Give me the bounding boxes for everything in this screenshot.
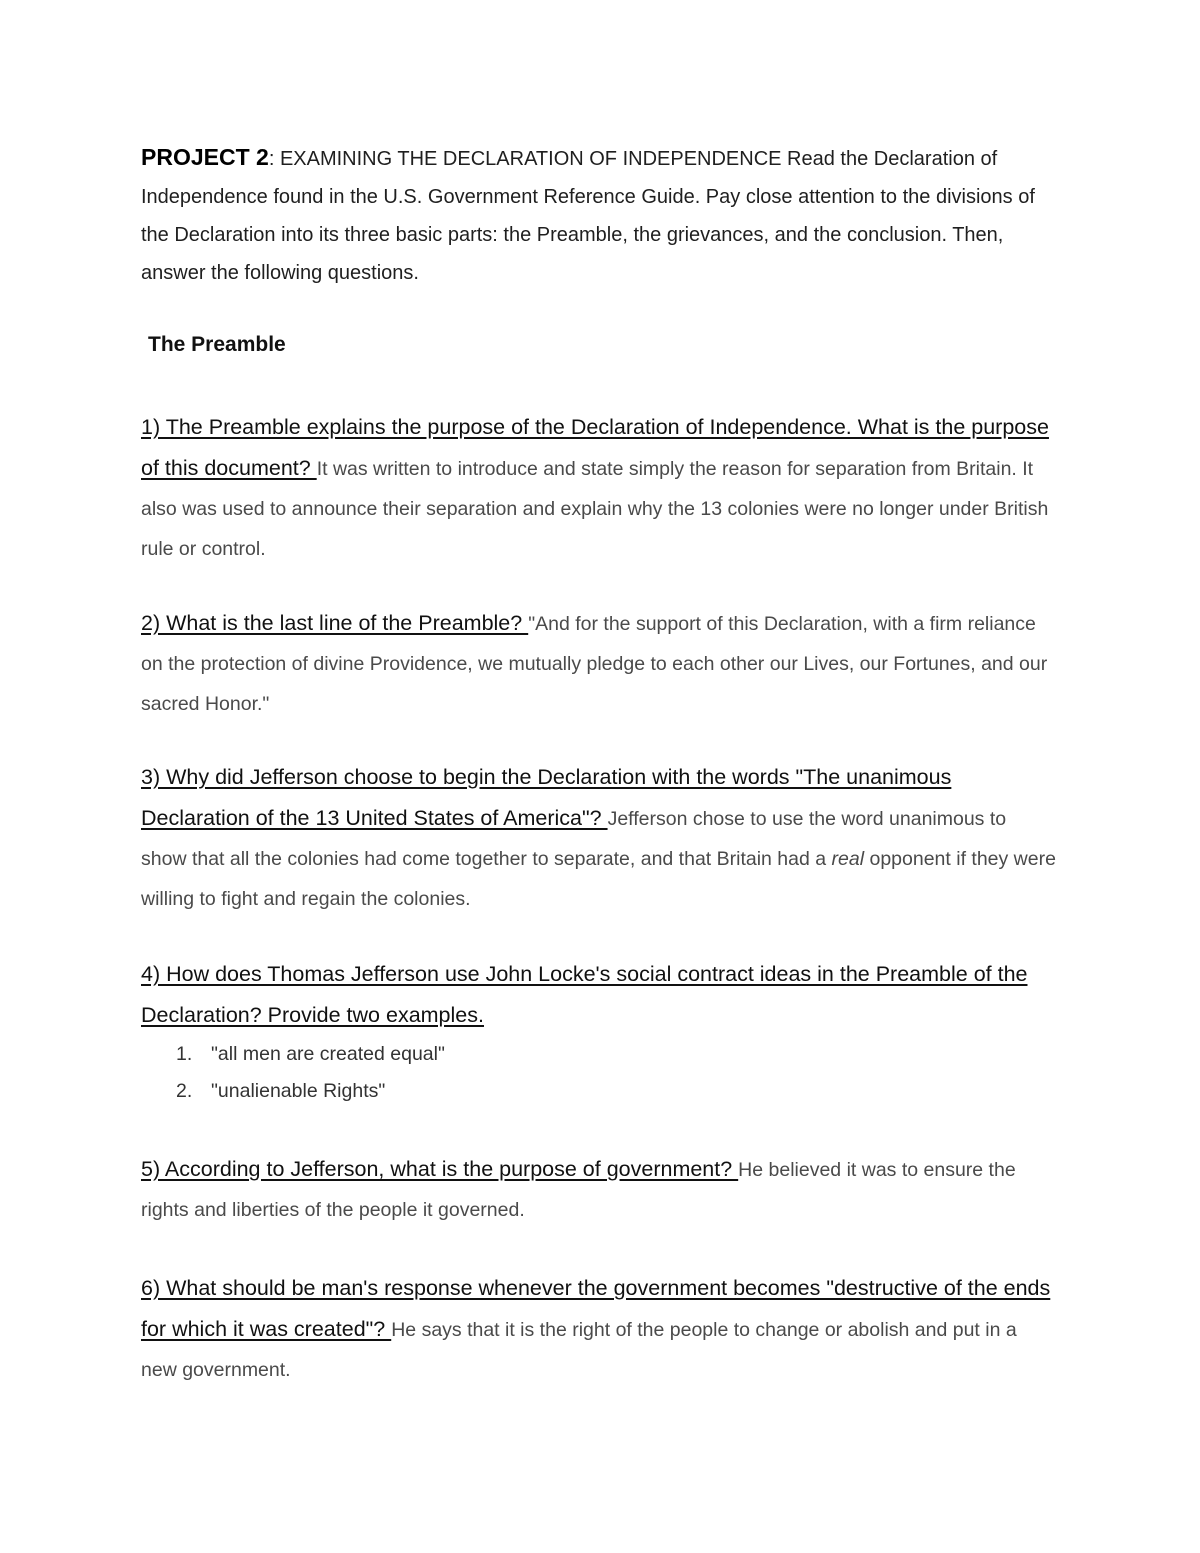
answer-6-text: He says that it is the right of the people to change or abolish and put in a new government. [141,1319,1017,1381]
intro-text: : EXAMINING THE DECLARATION OF INDEPENDENCE Read the Declaration of Independence found in the U.S. Government Reference Guide. Pay close attention to the divisions of the Declaration into its three basic parts: the Preamble, the grievances, and the conclusion. Then, answer the following questions. [141,148,1035,284]
intro-paragraph [141,138,1056,292]
answer-2-text: "And for the support of this Declaration, with a firm reliance on the protection of divine Providence, we mutually pledge to each other our Lives, our Fortunes, and our sacred Honor." [141,613,1048,715]
question-2 [141,604,1056,725]
question-6-text: 6) What should be man's response whenever the government becomes "destructive of the ends for which it was created"? [141,1276,1051,1341]
examples-list [141,1036,445,1110]
answer-3-text-end: opponent if they were willing to fight and regain the colonies. [141,848,1056,910]
question-1 [141,408,1056,570]
answer-1-text: It was written to introduce and state simply the reason for separation from Britain. It also was used to announce their separation and explain why the 13 colonies were no longer under British rule or control. [141,458,1049,560]
section-title: The Preamble [148,333,286,356]
question-5-text: 5) According to Jefferson, what is the purpose of government? [141,1157,739,1181]
question-4-text: 4) How does Thomas Jefferson use John Locke's social contract ideas in the Preamble of the Declaration? Provide two examples. [141,962,1028,1027]
question-1-text: 1) The Preamble explains the purpose of the Declaration of Independence. What is the purpose of this document? [141,415,1049,480]
list-item: 2. "unalienable Rights" [176,1080,386,1102]
question-5 [141,1150,1056,1231]
document-page [141,138,1056,1381]
question-3 [141,758,1056,920]
question-3-text: 3) Why did Jefferson choose to begin the Declaration with the words "The unanimous Declaration of the 13 United States of America"? [141,765,952,830]
question-2-text: 2) What is the last line of the Preamble? [141,611,529,635]
answer-5-text: He believed it was to ensure the rights and liberties of the people it governed. [141,1159,1016,1221]
question-6 [141,1269,1056,1391]
project-label: PROJECT 2 [141,144,269,170]
question-4 [141,955,1056,1037]
answer-3-text-start: Jefferson chose to use the word unanimous to show that all the colonies had come together to separate, and that Britain had a [141,808,1007,870]
list-item: 1. "all men are created equal" [176,1043,445,1065]
answer-3-emphasis: real [831,848,865,870]
